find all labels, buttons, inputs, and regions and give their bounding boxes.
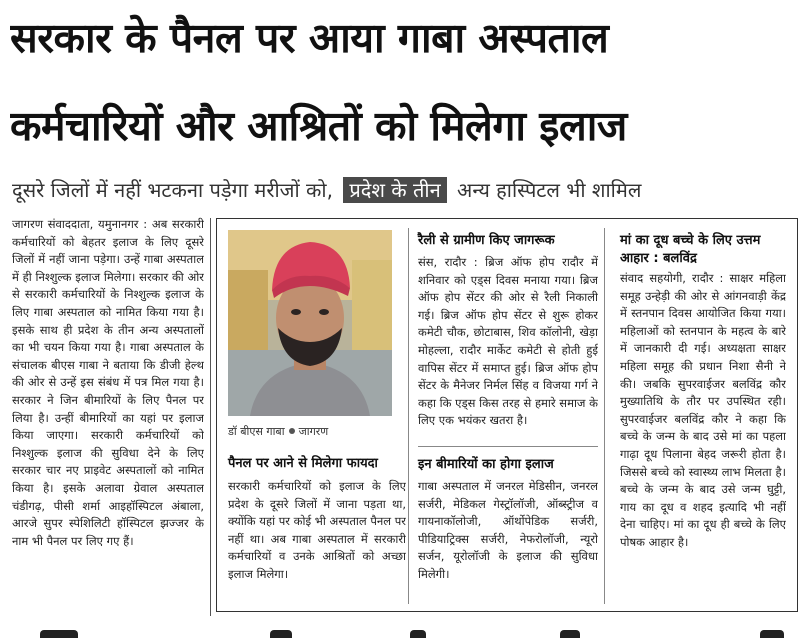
main-article-column [12, 216, 204, 616]
milk-box-column [620, 270, 786, 606]
column-divider [408, 228, 409, 604]
caption-source: जागरण [298, 425, 329, 438]
bullet-icon [289, 428, 295, 434]
text-fragment [760, 630, 784, 638]
subheadline-after: अन्य हास्पिटल भी शामिल [457, 178, 642, 202]
headline-line-2: कर्मचारियों और आश्रितों को मिलेगा इलाज [10, 102, 627, 150]
disease-box-text: गाबा अस्पताल में जनरल मेडिसीन, जनरल सर्जरी, मेडिकल गेस्ट्रॉलॉजी, ऑब्स्ट्रीज व गायनाकॉलोजी, ऑर्थोपेडिक सर्जरी, पीडियाट्रिक्स सर्जरी, नेफरोलॉजी, न्यूरो सर्जन, यूरोलॉजी के इलाज की सुविधा मिलेगी। [418, 479, 598, 581]
rally-box-text: संस, रादौर : ब्रिज ऑफ होप रादौर में शनिवार को एड्स दिवस मनाया गया। ब्रिज ऑफ होप सेंटर की ओर से रैली निकाली गई। ब्रिज ऑफ होप सेंटर से शुरू होकर कमेटी चौक, छोटाबास, शिव कॉलोनी, खेड़ा मोहल्ला, रादौर मार्केट कमेटी से होती हुई वापिस सेंटर में समाप्त हुई। ब्रिज ऑफ होप सेंटर के मैनेजर निर्मल सिंह व विजया गर्ग ने कहा कि एड्स किस तरह से हमारे समाज के लिए एक भयंकर खतरा है। [418, 255, 598, 428]
milk-box-title: मां का दूध बच्चे के लिए उत्तम आहार : बलविंद्र [620, 233, 761, 266]
disease-box-column [418, 478, 598, 606]
subheadline-boxed: प्रदेश के तीन [343, 177, 446, 203]
main-article-text: जागरण संवाददाता, यमुनानगर : अब सरकारी कर्मचारियों को बेहतर इलाज के लिए दूसरे जिलों में नहीं जाना पड़ेगा। उन्हें गाबा अस्पताल में ही निश्शुल्क इलाज मिलेगा। सरकार की ओर से सरकारी कर्मचारियों के निश्शुल्क इलाज के लिए गाबा अस्पताल को नामित किया गया है। इसके साथ ही प्रदेश के तीन अन्य अस्पतालों का भी चयन किया गया है। गाबा अस्पताल के संचालक बीएस गाबा ने बताया कि डीजी हेल्थ की ओर से उन्हें इस संबंध में पत्र मिल गया है। सरकार ने जिन बीमारियों के लिए पैनल पर लिया है। उन्हीं बीमारियों का यहां पर इलाज किया जाएगा। सरकारी कर्मचारियों को निश्शुल्क इलाज की सुविधा देने के लिए सरकार चार नए प्राइवेट अस्पतालों को नामित किया है। इसके अलावा ग्रेवाल अस्पताल चंडीगढ़, पीसी शर्मा आइहॉस्पिटल अंबाला, आरजे सुपर स्पेशिलिटी हॉस्पिटल झज्जर के नाम भी पैनल पर लिए गए हैं। [12, 217, 204, 548]
photo-caption [228, 424, 398, 439]
rally-box-column [418, 254, 598, 440]
rally-box-title: रैली से ग्रामीण किए जागरूक [418, 233, 555, 248]
text-fragment [410, 630, 426, 638]
subheadline [12, 174, 796, 206]
portrait-photo [228, 230, 392, 416]
text-fragment [270, 630, 292, 638]
panel-box-title: पैनल पर आने से मिलेगा फायदा [228, 456, 378, 471]
milk-box-text: संवाद सहयोगी, रादौर : साक्षर महिला समूह उन्हेड़ी की ओर से आंगनवाड़ी केंद्र में स्तनपान दिवस आयोजित किया गया। महिलाओं को स्तनपान के महत्व के बारे में जानकारी दी गई। अध्यक्षता साक्षर महिला समूह की प्रधान निशा सैनी ने की। जबकि सुपरवाईजर बलविंद्र कौर मुख्यातिथि के तौर पर उपस्थित रही। सुपरवाईजर बलविंद्र कौर ने कहा कि बच्चे के जन्म के बाद उसे मां का पहला गाढ़ा दूध पिलाना बेहद जरूरी होता है। जिससे बच्चे को स्वास्थ्य लाभ मिलता है। बच्चे के जन्म के बाद उसे जन्म घुट्टी, गाय का दूध व शहद इत्यादि भी नहीं देना चाहिए। मां का दूध ही बच्चे के लिए पोषक आहार है। [620, 271, 786, 549]
text-fragment [560, 630, 580, 638]
column-divider [604, 228, 605, 604]
text-fragment [40, 630, 78, 638]
section-divider [418, 446, 598, 447]
panel-box-column [228, 478, 406, 608]
caption-name: डॉ बीएस गाबा [228, 425, 285, 438]
headline-line-1: सरकार के पैनल पर आया गाबा अस्पताल [10, 14, 609, 62]
next-headline-fragment [0, 620, 802, 638]
panel-box-text: सरकारी कर्मचारियों को इलाज के लिए प्रदेश के दूसरे जिलों में जाना पड़ता था, क्योंकि यहां पर कोई भी अस्पताल पैनल पर नहीं था। अब गाबा अस्पताल में सरकारी कर्मचारियों व उनके आश्रितों को अच्छा इलाज मिलेगा। [228, 479, 406, 581]
column-divider [210, 218, 211, 616]
subheadline-before: दूसरे जिलों में नहीं भटकना पड़ेगा मरीजों को, [12, 178, 333, 202]
disease-box-title: इन बीमारियों का होगा इलाज [418, 457, 554, 472]
